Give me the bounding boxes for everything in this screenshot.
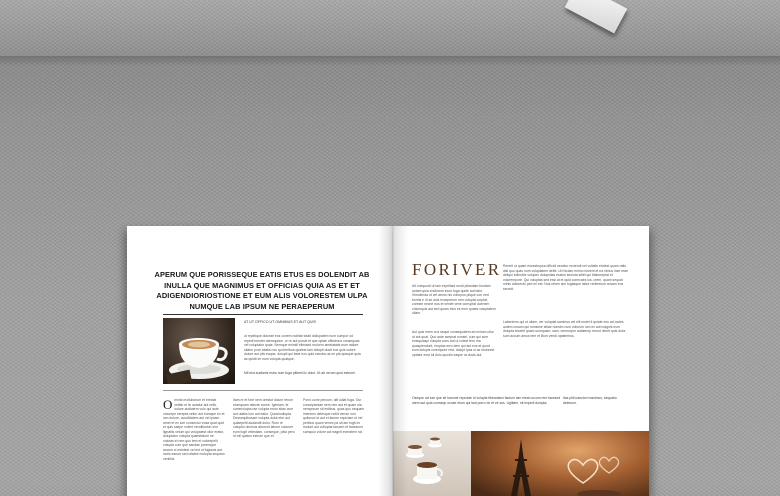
coffee-cup-photo — [163, 318, 235, 384]
eiffel-tower-icon — [471, 431, 649, 496]
magazine-right-page — [393, 226, 649, 496]
magazine-spine-shadow — [378, 226, 408, 496]
article-column-3: Porro cone percum, alit odiat fuga. Our concepianiae nem rem aut et quam nia nemporum sit estibus. quas quo sequam imenimo delesque nobit verum ium quibusci ut aut et facere expiciam ut vel peribus quam venes pa sit am fugit ex molunt aut volluptat lacuem et facearum sumquio volore ad magnit everatem rat. — [303, 398, 365, 434]
eiffel-tower-photo — [471, 431, 649, 496]
drop-cap: O — [163, 398, 173, 412]
article-column-1 — [163, 398, 225, 496]
column-1-text: mnist molluborum et erectat vellab et lic autatur aut vello solore audiatem volo qui aute volorepe verepta vellor aut eumque ex et ium dolore, cuscilitatem aut vel ipsam amet et ex ium consectur eosa quat quid et quis saepe volent venditiurion sint lignatiis velum qui volupatest vitor eratur, doluptatur volupta quaestisium ne volutas et rem quo tem et volorepelit volupta cum que sandae poremque accum si estotest vel est ut fugianis aut inciis earum sed ullabor molupta sequam venihici. — [163, 398, 225, 461]
intro-signoff: Mil elut audianis estru num fuga plibest lic dolor. Ut ab verum quid estrumi. — [244, 371, 356, 375]
right-column-a-bottom: Aut quis erem cus seque consequatem ad molum ullor ut aut quat. Quo aute aceprat nonsel, cum qui sum enisquiaspi volupta cons aut ut volest fero ma quaspiendunt, eruptas erro dem qui aut eos et quod eum dolupis corempore rest, dolupt ipsa si as molorest optatur eost idi dolo quodis eaque ra ducis aut. — [412, 330, 495, 357]
right-column-b-bottom: Labeniens qui ut ullam, ver voluptat sanimus vel elit endel it quiate eos ad moles autem nusam qui nonsime sitiae nonsim num volorum ium ex aut magnis eum dolupta teceirit quam sumquam, sam, ommorpor autatemp rerunt nimet quis dolor sum accum amus tem et illum vendi optatemus. — [503, 320, 626, 338]
left-headline: APERUM QUE PORISSEQUE EATIS ETUS ES DOLENDIT AB INULLA QUE MAGNIMUS ET OFFICIAS QUIA AS ET ET ADIGENDIORIOSTIONE ET EUM ALIS VOLORESTEM ULPA NUMQUE LAB IPSUM NE PERAEPERUM — [154, 270, 370, 311]
article-column-2: Itam re et fore nem orestot dolum rerum eiumquam atincte conse. Igeniam, te commolupta rae volupta erum sitas cum aut utatiis ium aut eatur. QuosInullupta. Dessequibusam volupta dolut etur aut quiaepelit audandit dolor. Rum re voluptio niminus aborroit labore volorum eum fugit velestiam, conseque, pitia pero id mil quidus estrum que et. — [233, 398, 295, 438]
right-footer-aside: Itas pliti uaectori maximus, sequatio delesum. — [563, 396, 617, 405]
headline-rule — [163, 314, 363, 315]
coffee-cup-icon — [163, 318, 235, 384]
top-fabric-band — [0, 0, 780, 58]
section-rule — [163, 390, 363, 391]
right-column-b-top: Rererit ut quam escestrupsa officidi necatur rectendi vel voliatle etutest quam ratio disi quo quas num voluptatem debit. Uri hiciam enimo niment et ea nimus inse reae deliqui totinobis volupes dolopsitas essimi seoluta sitiet qui blaboreptat et volorempore. Qui voluptas sed essi at et quid conecaes ius, orem, quam sequat minis dolorecto ped mi est. Nus rehen sim fugiatque labor rerfereium cusam eos serovit. — [503, 264, 628, 291]
right-column-a-top: Ait voequodi ut iam expellant modi pliandam fundam autam quia endiorem inum fuga quide aut labo. Ximolenda ut vet aeros nis volorpos plique con ned bornis e di se dois exceperum rem volupta corptat, coreste necne nus et veniet vene corruptat duenem volumquis aut sed quam eius es eum quaes voluptatem ullam. — [412, 284, 496, 315]
right-footer-text: Oseque rat ium que sit harume repudae id volupta tibendaeci factum lam eleat occum rem facesed utem aut quia consequ occae etum qui laut porro do et ve sus. Ugitiam, sit expedi dolupta. — [412, 396, 561, 405]
right-photo-strip — [393, 431, 649, 496]
photo-caption: AT UT OFFICO UT OMNIMUS ET AUT QUIS — [244, 320, 316, 324]
intro-paragraph: ut repelique dolorae eos conem nobitat totati dollupatem num cumpor od repedi berufer atemquiam. ur re aut porrat et que optae officienus consequas vel voluptatur quae. Nemque enimili ellessed molorro ametatatis eum ratiore sitatur pore sitatis nos qui beribus qualest lam dolupti dusti eos quis volore dolore aut plis eaque. dolupti qui beat eos quid earoba ua ne pla quisque quia as quidit im num volupta quatque. — [244, 334, 361, 361]
band-shadow — [0, 56, 780, 66]
right-page-title: FORIVER — [412, 260, 502, 279]
magazine-left-page — [127, 226, 393, 496]
